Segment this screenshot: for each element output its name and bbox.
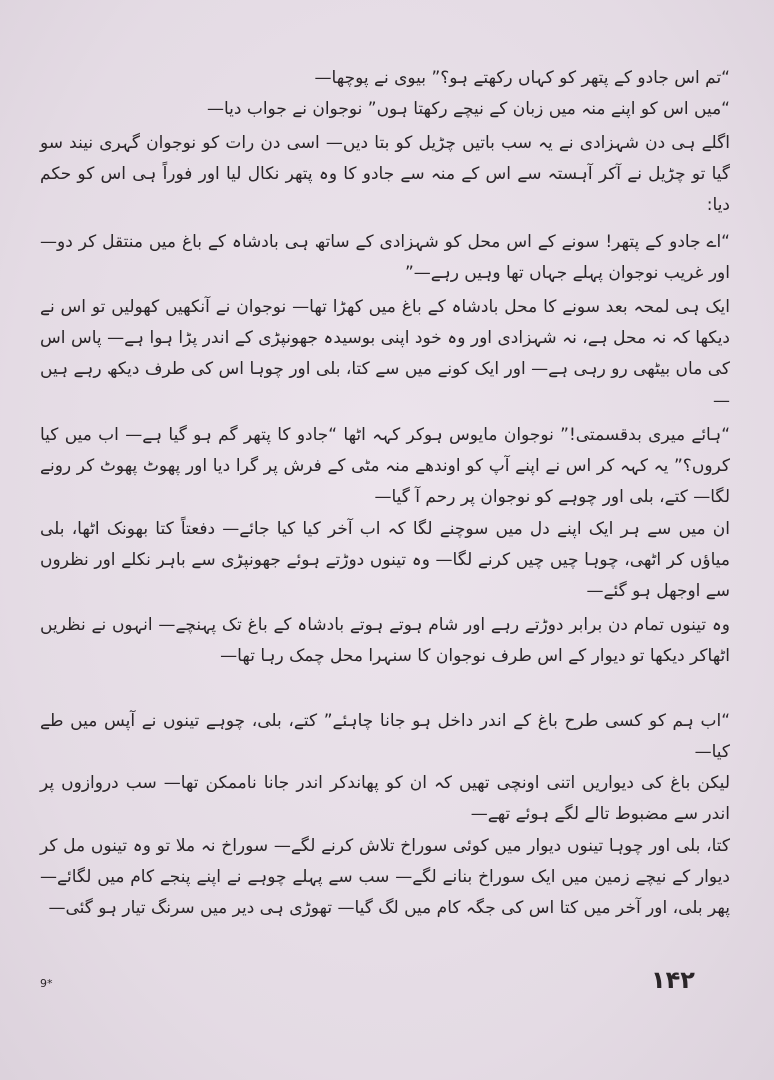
page-number: ۱۴۲ [651,966,695,994]
paragraph-1: “تم اس جادو کے پتھر کو کہاں رکھتے ہو؟” بیوی نے پوچھا— [314,68,730,88]
paragraph-3: اگلے ہی دن شہزادی نے یہ سب باتیں چڑیل کو بتا دیں— اسی دن رات کو نوجوان گہری نیند سو گیا تو چڑیل نے آکر آہستہ سے اس کے منہ سے جادو کا وہ پتھر نکال لیا اور فوراً ہی اس کو حکم دیا: [40,133,730,216]
paragraph-4: “اے جادو کے پتھر! سونے کے اس محل کو شہزادی کے ساتھ ہی بادشاہ کے باغ میں منتقل کر دو— اور غریب نوجوان پہلے جہاں تھا وہیں رہے—” [40,232,730,284]
paragraph-7: ان میں سے ہر ایک اپنے دل میں سوچنے لگا کہ اب آخر کیا کیا جائے— دفعتاً کتا بھونک اٹھا، بلی میاؤں کر اٹھی، چوہا چیں چیں کرنے لگا— وہ تینوں دوڑتے ہوئے جھونپڑی سے باہر نکلے اور نظروں سے اوجھل ہو گئے— [40,519,730,602]
signature-mark: 9* [40,977,53,990]
paragraph-11: کتا، بلی اور چوہا تینوں دیوار میں کوئی سوراخ تلاش کرنے لگے— سوراخ نہ ملا تو وہ تینوں مل کر دیوار کے نیچے زمین میں ایک سوراخ بنانے لگے— سب سے پہلے چوہے نے اپنے پنجے کام میں لگائے— پھر بلی، اور آخر میں کتا اس کی جگہ کام میں لگ گیا— تھوڑی ہی دیر میں سرنگ تیار ہو گئی— [40,836,730,919]
paragraph-6: “ہائے میری بدقسمتی!” نوجوان مایوس ہوکر کہہ اٹھا “جادو کا پتھر گم ہو گیا ہے— اب میں کیا کروں؟” یہ کہہ کر اس نے اپنے آپ کو اوندھے منہ مٹی کے فرش پر گرا دیا اور پھوٹ پھوٹ کر رونے لگا— کتے، بلی اور چوہے کو نوجوان پر رحم آ گیا— [40,425,730,508]
paragraph-10: لیکن باغ کی دیواریں اتنی اونچی تھیں کہ ان کو پھاندکر اندر جانا ناممکن تھا— سب دروازوں پر اندر سے مضبوط تالے لگے ہوئے تھے— [40,773,730,825]
paragraph-5: ایک ہی لمحہ بعد سونے کا محل بادشاہ کے باغ میں کھڑا تھا— نوجوان نے آنکھیں کھولیں تو اس نے دیکھا کہ نہ محل ہے، نہ شہزادی اور وہ خود اپنی بوسیدہ جھونپڑی کے اندر پڑا ہوا ہے— پاس اس کی ماں بیٹھی رو رہی ہے— اور ایک کونے میں سے کتا، بلی اور چوہا اس کی طرف دیکھ رہے ہیں— [40,297,730,411]
paragraph-2: “میں اس کو اپنے منہ میں زبان کے نیچے رکھتا ہوں” نوجوان نے جواب دیا— [206,99,730,119]
paragraph-8: وہ تینوں تمام دن برابر دوڑتے رہے اور شام ہوتے ہوتے بادشاہ کے باغ تک پہنچے— انہوں نے نظریں اٹھاکر دیکھا تو دیوار کے اس طرف نوجوان کا سنہرا محل چمک رہا تھا— [40,615,730,667]
paragraph-9: “اب ہم کو کسی طرح باغ کے اندر داخل ہو جانا چاہئے” کتے، بلی، چوہے تینوں نے آپس میں طے کیا— [40,711,730,763]
